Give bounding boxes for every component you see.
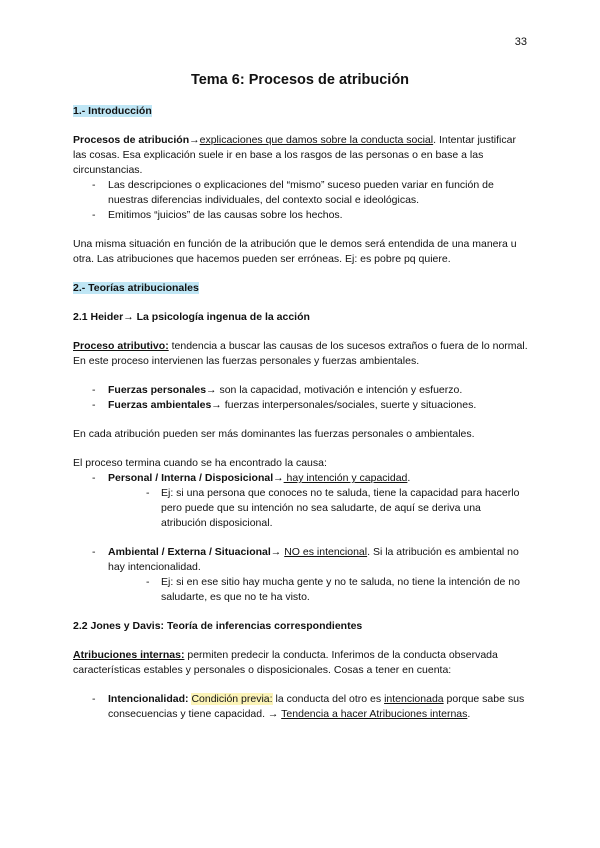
period: . [407, 472, 411, 484]
intro-bullet: - Emitimos “juicios” de las causas sobre los hechos. [73, 208, 529, 223]
intencionalidad-text-2: porque sabe sus consecuencias y tiene capacidad. → [108, 693, 525, 720]
intencionalidad-text-1: la conducta del otro es [272, 693, 385, 705]
tendencia-underlined: Tendencia a hacer Atribuciones internas [281, 708, 468, 720]
intro-paragraph [73, 133, 529, 178]
considerations-list [73, 692, 529, 722]
intencionalidad-item [73, 692, 529, 722]
subsection-22-heading [73, 619, 529, 634]
forces-list [73, 383, 529, 413]
intro-term: Procesos de atribución→ [73, 134, 200, 146]
proceso-atributivo-paragraph [73, 339, 529, 369]
section-1-heading [73, 104, 529, 119]
attribution-ambiental-term: Ambiental / Externa / Situacional [108, 546, 271, 558]
attribution-ambiental-examples [143, 575, 529, 605]
atribuciones-internas-paragraph [73, 648, 529, 678]
example-item: - Ej: si en ese sitio hay mucha gente y no te saluda, no tiene la intención de no saludarte, es que no te ha visto. [143, 575, 529, 605]
attribution-personal [73, 471, 529, 531]
page-title: Tema 6: Procesos de atribución [190, 72, 410, 88]
atribuciones-internas-text: permiten predecir la conducta. Inferimos de la conducta observada características estables y personales o disposicionales. Cosas a tener en cuenta: [73, 649, 498, 676]
subsection-21-heading [73, 310, 529, 325]
section-1-heading-text: 1.- Introducción [73, 105, 152, 117]
example-item: - Ej: si una persona que conoces no te saluda, tiene la capacidad para hacerlo pero puede que su intención no sea saludarte, de aquí se deriva una atribución disposicional. [143, 486, 529, 531]
intro-bullets [73, 178, 529, 223]
attribution-ambiental [73, 545, 529, 605]
intencionalidad-term: Intencionalidad: [108, 693, 189, 705]
document-body [73, 104, 529, 722]
intro-rest: . Intentar justificar las cosas. Esa explicación suele ir en base a los rasgos de las personas o en base a las circunstancias. [73, 134, 516, 176]
condicion-previa-highlight: Condición previa: [191, 693, 273, 705]
atribuciones-internas-term: Atribuciones internas: [73, 649, 185, 661]
subsection-21-heading-text: 2.1 Heider→ La psicología ingenua de la acción [73, 311, 310, 323]
process-end-paragraph: El proceso termina cuando se ha encontrado la causa: [73, 457, 327, 469]
attribution-types-list-2 [73, 545, 529, 605]
proceso-atributivo-text: tendencia a buscar las causas de los sucesos extraños o fuera de lo normal. En este proceso intervienen las fuerzas personales y fuerzas ambientales. [73, 340, 528, 367]
section-2-heading [73, 281, 529, 296]
force-text: → fuerzas interpersonales/sociales, suerte y situaciones. [211, 399, 477, 411]
attribution-personal-underlined: hay intención y capacidad [283, 472, 408, 484]
force-term: Fuerzas personales [108, 384, 207, 396]
attribution-ambiental-underlined: NO es intencional [284, 546, 368, 558]
section-2-heading-text: 2.- Teorías atribucionales [73, 282, 199, 294]
force-text: → son la capacidad, motivación e intención y esfuerzo. [206, 384, 463, 396]
proceso-atributivo-term: Proceso atributivo: [73, 340, 169, 352]
intro-definition: explicaciones que damos sobre la conducta social [199, 134, 434, 146]
attribution-ambiental-rest: . Si la atribución es ambiental no hay intencionalidad. [108, 546, 519, 573]
dominance-paragraph: En cada atribución pueden ser más dominantes las fuerzas personales o ambientales. [73, 428, 475, 440]
period: . [467, 708, 471, 720]
force-item [73, 383, 529, 398]
arrow: → [270, 546, 285, 558]
intro-bullet: - Las descripciones o explicaciones del “mismo” suceso pueden variar en función de nuestras diferencias individuales, del contexto social e ideológicas. [73, 178, 529, 208]
attribution-types-list [73, 471, 529, 531]
arrow: → [273, 472, 284, 484]
subsection-22-heading-text: 2.2 Jones y Davis: Teoría de inferencias correspondientes [73, 620, 363, 632]
page-number: 33 [514, 36, 527, 48]
attribution-personal-examples [143, 486, 529, 531]
attribution-personal-term: Personal / Interna / Disposicional [108, 472, 274, 484]
force-term: Fuerzas ambientales [108, 399, 212, 411]
intro-paragraph-2: Una misma situación en función de la atribución que le demos será entendida de una manera u otra. Las atribuciones que hacemos pueden ser erróneas. Ej: es pobre pq quiere. [73, 238, 517, 265]
intencionada-underlined: intencionada [384, 693, 444, 705]
force-item [73, 398, 529, 413]
